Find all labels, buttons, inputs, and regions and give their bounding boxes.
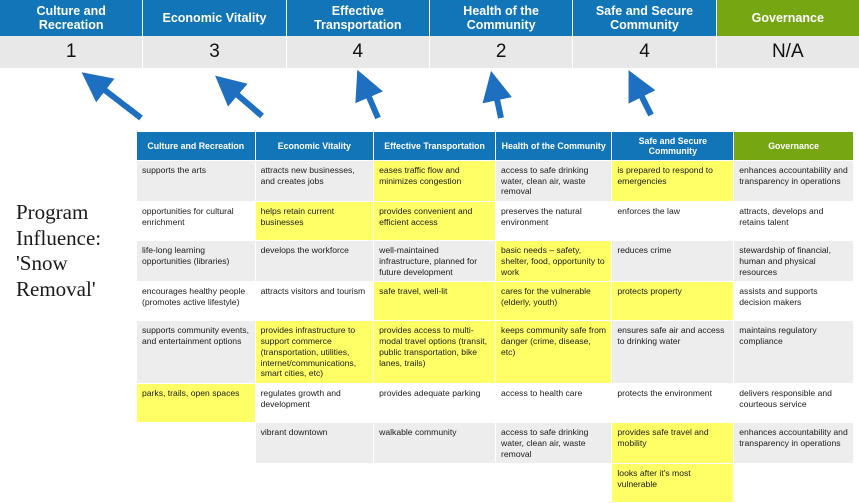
goal-header-governance: Governance: [717, 0, 859, 36]
goal-header-safe-and-secure-community: Safe and Secure Community: [573, 0, 716, 36]
matrix-cell: access to safe drinking water, clean air, waste removal: [496, 161, 612, 202]
matrix-cell: [137, 464, 256, 503]
matrix-cell: ensures safe air and access to drinking water: [612, 321, 734, 384]
matrix-cell: delivers responsible and courteous service: [734, 384, 854, 423]
matrix-cell: provides infrastructure to support commerce (transportation, utilities, internet/communications, smart cities, etc): [255, 321, 374, 384]
matrix-cell: supports community events, and entertainment options: [137, 321, 256, 384]
goal-score-row: [0, 36, 859, 68]
matrix-cell: is prepared to respond to emergencies: [612, 161, 734, 202]
arrow-up-economic-vitality: [226, 85, 262, 116]
arrow-up-safe-and-secure-community: [635, 83, 651, 115]
matrix-cell: stewardship of financial, human and physical resources: [734, 241, 854, 282]
matrix-header-economic-vitality: Economic Vitality: [255, 132, 374, 161]
matrix-cell: enforces the law: [612, 202, 734, 241]
matrix-header-culture-and-recreation: Culture and Recreation: [137, 132, 256, 161]
program-influence-caption: [16, 200, 136, 302]
matrix-cell: looks after it's most vulnerable: [612, 464, 734, 503]
matrix-cell: helps retain current businesses: [255, 202, 374, 241]
caption-line-3: 'Snow: [16, 251, 68, 276]
goal-header-effective-transportation: Effective Transportation: [287, 0, 430, 36]
score-health-of-the-community: 2: [430, 36, 573, 68]
matrix-cell: access to health care: [496, 384, 612, 423]
matrix-cell: [734, 464, 854, 503]
matrix-cell: opportunities for cultural enrichment: [137, 202, 256, 241]
matrix-cell: [496, 464, 612, 503]
caption-line-4: Removal': [16, 276, 96, 301]
table-row: [137, 161, 854, 202]
matrix-cell: life-long learning opportunities (libraries): [137, 241, 256, 282]
matrix-cell: basic needs – safety, shelter, food, opportunity to work: [496, 241, 612, 282]
matrix-cell: encourages healthy people (promotes active lifestyle): [137, 282, 256, 321]
matrix-header-effective-transportation: Effective Transportation: [374, 132, 496, 161]
matrix-cell: [255, 464, 374, 503]
table-row: [137, 241, 854, 282]
matrix-cell: protects the environment: [612, 384, 734, 423]
score-effective-transportation: 4: [287, 36, 430, 68]
matrix-cell: well-maintained infrastructure, planned for future development: [374, 241, 496, 282]
matrix-cell: provides adequate parking: [374, 384, 496, 423]
matrix-cell: provides convenient and efficient access: [374, 202, 496, 241]
matrix-header-safe-and-secure-community: Safe and Secure Community: [612, 132, 734, 161]
matrix-cell: assists and supports decision makers: [734, 282, 854, 321]
matrix-cell: enhances accountability and transparency in operations: [734, 423, 854, 464]
matrix-cell: attracts visitors and tourism: [255, 282, 374, 321]
table-row: [137, 321, 854, 384]
matrix-header-governance: Governance: [734, 132, 854, 161]
matrix-cell: access to safe drinking water, clean air, waste removal: [496, 423, 612, 464]
matrix-cell: maintains regulatory compliance: [734, 321, 854, 384]
matrix-cell: vibrant downtown: [255, 423, 374, 464]
matrix-body: [137, 161, 854, 503]
matrix-cell: keeps community safe from danger (crime, disease, etc): [496, 321, 612, 384]
matrix-cell: provides safe travel and mobility: [612, 423, 734, 464]
matrix-cell: [137, 423, 256, 464]
arrow-up-effective-transportation: [363, 83, 378, 118]
score-governance: N/A: [771, 41, 804, 62]
score-economic-vitality: 3: [143, 36, 286, 68]
caption-line-2: Influence:: [16, 225, 102, 250]
goal-header-economic-vitality: Economic Vitality: [143, 0, 286, 36]
matrix-cell: parks, trails, open spaces: [137, 384, 256, 423]
table-row: [137, 464, 854, 503]
matrix-cell: reduces crime: [612, 241, 734, 282]
scorecard-header: [0, 0, 859, 68]
matrix-cell: preserves the natural environment: [496, 202, 612, 241]
matrix-cell: eases traffic flow and minimizes congestion: [374, 161, 496, 202]
matrix-cell: provides access to multi-modal travel options (transit, public transportation, bike lanes, trails): [374, 321, 496, 384]
table-row: [137, 384, 854, 423]
arrow-up-health-of-the-community: [494, 85, 501, 118]
score-culture-and-recreation: 1: [0, 36, 143, 68]
matrix-cell: protects property: [612, 282, 734, 321]
matrix-cell: [374, 464, 496, 503]
arrow-group: [0, 70, 859, 132]
matrix-cell: enhances accountability and transparency in operations: [734, 161, 854, 202]
goal-statement-matrix: [136, 131, 854, 503]
matrix-cell: attracts new businesses, and creates jobs: [255, 161, 374, 202]
goal-header-health-of-the-community: Health of the Community: [430, 0, 573, 36]
goal-header-culture-and-recreation: Culture and Recreation: [0, 0, 143, 36]
arrow-up-culture-and-recreation: [93, 81, 141, 118]
table-row: [137, 202, 854, 241]
matrix-cell: safe travel, well-lit: [374, 282, 496, 321]
matrix-header-health-of-the-community: Health of the Community: [496, 132, 612, 161]
matrix-cell: supports the arts: [137, 161, 256, 202]
caption-line-1: Program: [16, 200, 89, 224]
score-safe-and-secure-community: 4: [573, 36, 716, 68]
table-row: [137, 423, 854, 464]
matrix-cell: attracts, develops and retains talent: [734, 202, 854, 241]
goal-header-row: [0, 0, 859, 36]
matrix-header-row: [137, 132, 854, 161]
matrix-cell: cares for the vulnerable (elderly, youth): [496, 282, 612, 321]
matrix-cell: walkable community: [374, 423, 496, 464]
table-row: [137, 282, 854, 321]
matrix-cell: regulates growth and development: [255, 384, 374, 423]
matrix-cell: develops the workforce: [255, 241, 374, 282]
